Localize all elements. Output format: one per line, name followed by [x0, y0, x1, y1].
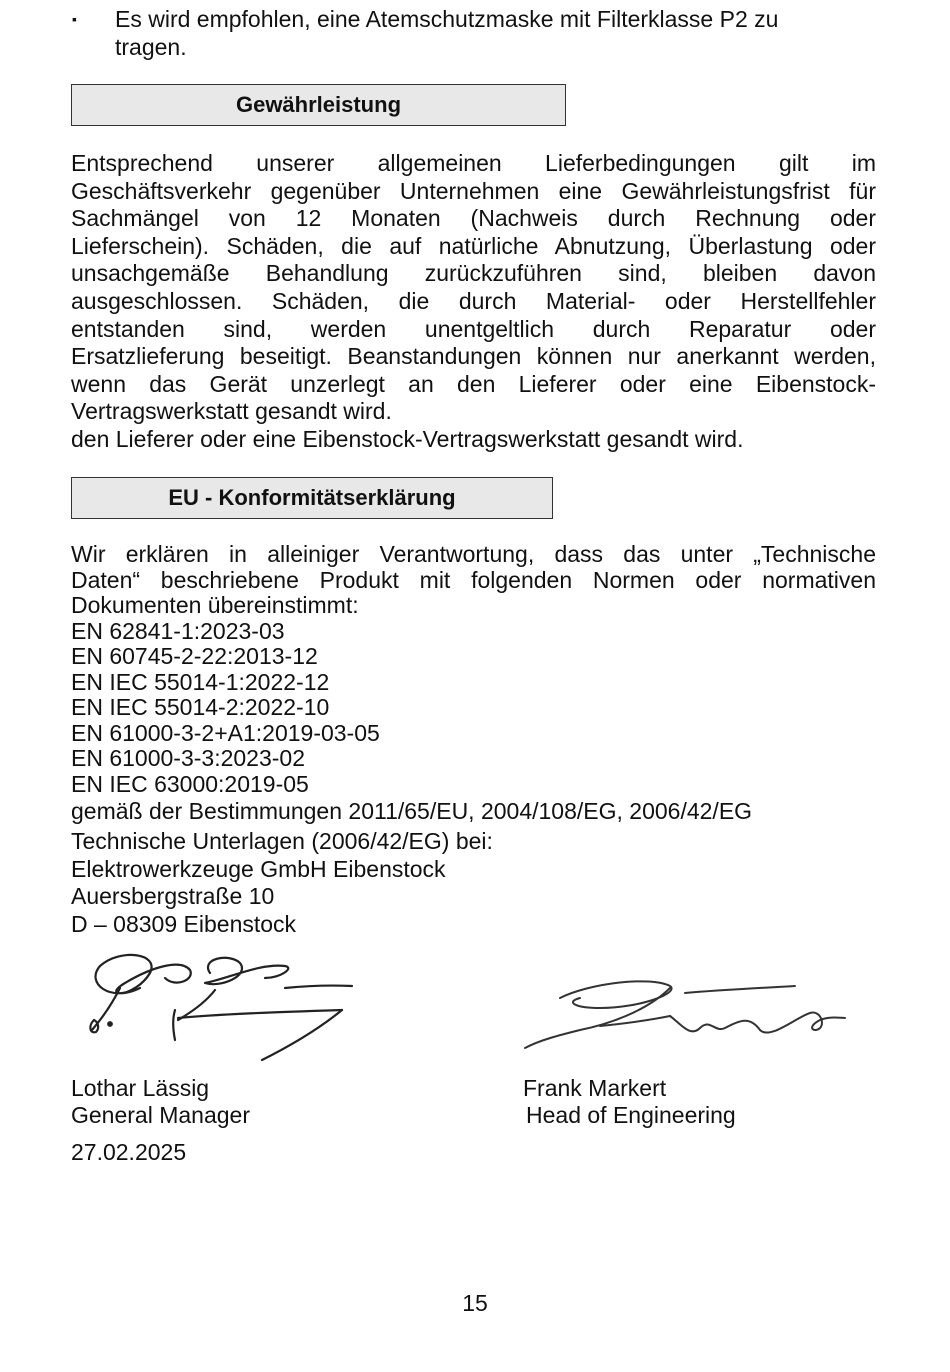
conformity-intro-last: Dokumenten übereinstimmt:: [71, 592, 359, 618]
standard-item: EN 60745-2-22:2013-12: [71, 643, 318, 669]
warranty-line: wenn das Gerät unzerlegt an den Lieferer oder eine Eibenstock-: [71, 370, 876, 397]
company-city: D – 08309 Eibenstock: [71, 910, 297, 937]
warranty-line: Geschäftsverkehr gegenüber Unternehmen eine Gewährleistungsfrist für: [71, 177, 876, 204]
signatory-name: Lothar Lässig: [71, 1075, 210, 1101]
signatory-title: General Manager: [71, 1102, 250, 1128]
signature-right: [520, 968, 850, 1058]
signature-left: [80, 948, 370, 1068]
company-street: Auersbergstraße 10: [71, 883, 275, 910]
signatory-name: Frank Markert: [523, 1075, 667, 1101]
warranty-line: Lieferschein). Schäden, die auf natürliche Abnutzung, Überlastung oder: [71, 232, 876, 259]
signatory-left: [71, 1075, 250, 1129]
warranty-line: unsachgemäße Behandlung zurückzuführen sind, bleiben davon: [71, 260, 876, 287]
tech-docs-label: Technische Unterlagen (2006/42/EG) bei:: [71, 828, 493, 854]
signatory-title: Head of Engineering: [526, 1102, 736, 1128]
company-name: Elektrowerkzeuge GmbH Eibenstock: [71, 855, 446, 882]
conformity-block: [71, 542, 876, 825]
signatory-right: [523, 1075, 736, 1129]
warranty-line: entstanden sind, werden unentgeltlich durch Reparatur oder: [71, 315, 876, 342]
warranty-extra-line: den Lieferer oder eine Eibenstock-Vertragswerkstatt gesandt wird.: [71, 425, 744, 452]
standard-item: EN 61000-3-2+A1:2019-03-05: [71, 719, 380, 746]
conformity-intro-line: Daten“ beschriebene Produkt mit folgenden Normen oder normativen: [71, 566, 876, 593]
tech-docs-block: [71, 828, 493, 938]
standard-item: EN IEC 63000:2019-05: [71, 770, 309, 797]
bullet-icon: ▪: [72, 11, 77, 27]
warranty-paragraph: [71, 150, 876, 454]
warranty-line: Sachmängel von 12 Monaten (Nachweis durch Rechnung oder: [71, 205, 876, 232]
warranty-heading: Gewährleistung: [71, 84, 566, 126]
standard-item: EN IEC 55014-1:2022-12: [71, 668, 330, 695]
directives-line: gemäß der Bestimmungen 2011/65/EU, 2004/108/EG, 2006/42/EG: [71, 798, 753, 824]
conformity-intro-line: Wir erklären in alleiniger Verantwortung, dass das unter „Technische: [71, 541, 876, 567]
document-date: 27.02.2025: [71, 1139, 187, 1165]
conformity-heading: EU - Konformitätserklärung: [71, 477, 553, 519]
warranty-line: ausgeschlossen. Schäden, die durch Material- oder Herstellfehler: [71, 287, 876, 314]
standard-item: EN 62841-1:2023-03: [71, 617, 285, 644]
intro-bullet: [72, 6, 852, 61]
page-number: 15: [462, 1290, 488, 1316]
intro-bullet-text: Es wird empfohlen, eine Atemschutzmaske mit Filterklasse P2 zu tragen.: [115, 6, 779, 60]
warranty-line: Entsprechend unserer allgemeinen Lieferbedingungen gilt im: [71, 150, 876, 176]
warranty-last-line: Vertragswerkstatt gesandt wird.: [71, 398, 392, 425]
standard-item: EN IEC 55014-2:2022-10: [71, 694, 330, 720]
standard-item: EN 61000-3-3:2023-02: [71, 745, 305, 771]
warranty-line: Ersatzlieferung beseitigt. Beanstandungen können nur anerkannt werden,: [71, 343, 876, 370]
